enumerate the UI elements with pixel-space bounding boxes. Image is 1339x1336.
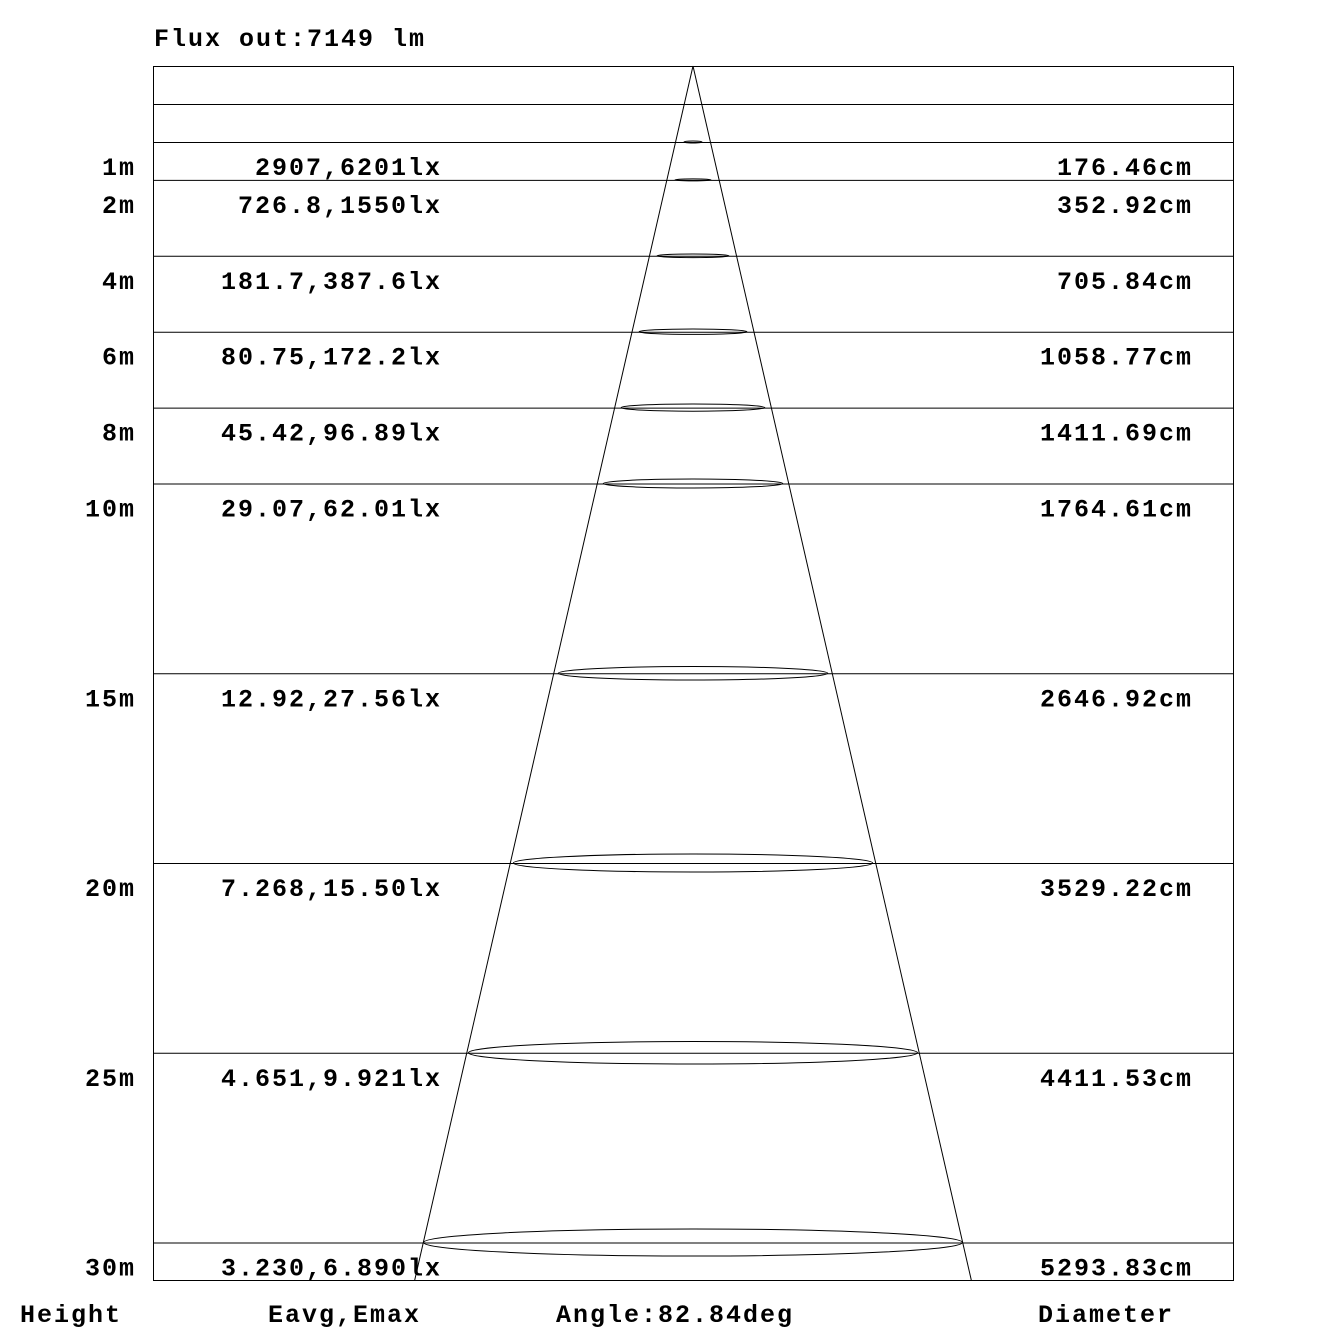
row-illuminance-value: 80.75,172.2lx: [220, 343, 442, 373]
height-row: [85, 484, 1234, 525]
height-column-label: Height: [20, 1301, 123, 1330]
row-illuminance-value: 2907,6201lx: [254, 153, 442, 183]
row-diameter-value: 2646.92cm: [1039, 685, 1193, 715]
height-rows: [85, 142, 1234, 1283]
row-illuminance-value: 12.92,27.56lx: [220, 685, 442, 715]
height-row: [85, 1053, 1234, 1094]
row-illuminance-value: 4.651,9.921lx: [220, 1064, 442, 1094]
diameter-column-label: Diameter: [1038, 1301, 1175, 1330]
row-diameter-value: 1058.77cm: [1039, 343, 1193, 373]
row-illuminance-value: 3.230,6.890lx: [220, 1254, 442, 1284]
row-diameter-value: 5293.83cm: [1039, 1254, 1193, 1284]
flux-out-label: Flux out:7149 lm: [154, 25, 427, 54]
row-height-label: 2m: [101, 191, 136, 221]
illuminance-column-label: Eavg,Emax: [268, 1301, 422, 1330]
light-cone: [415, 66, 972, 1280]
row-height-label: 25m: [84, 1064, 136, 1094]
row-illuminance-value: 7.268,15.50lx: [220, 875, 442, 904]
row-height-label: 1m: [101, 153, 136, 183]
height-row: [102, 180, 1234, 221]
row-height-label: 4m: [101, 267, 136, 297]
height-row: [102, 256, 1234, 297]
height-row: [102, 332, 1234, 373]
row-diameter-value: 1764.61cm: [1039, 495, 1193, 525]
beam-angle-label: Angle:82.84deg: [556, 1301, 795, 1330]
row-diameter-value: 1411.69cm: [1039, 419, 1193, 449]
height-row: [102, 408, 1234, 449]
row-diameter-value: 705.84cm: [1056, 267, 1193, 297]
row-diameter-value: 176.46cm: [1056, 153, 1193, 183]
row-height-label: 30m: [84, 1254, 136, 1284]
row-illuminance-value: 45.42,96.89lx: [220, 419, 442, 449]
cone-edge-left: [415, 66, 693, 1280]
row-diameter-value: 352.92cm: [1056, 191, 1193, 221]
row-height-label: 6m: [101, 343, 136, 373]
row-height-label: 8m: [101, 419, 136, 449]
cone-edge-right: [693, 66, 971, 1280]
row-illuminance-value: 726.8,1550lx: [237, 191, 442, 221]
row-diameter-value: 3529.22cm: [1039, 875, 1193, 904]
row-height-label: 20m: [84, 875, 136, 904]
row-height-label: 10m: [84, 495, 136, 525]
row-height-label: 15m: [84, 685, 136, 715]
height-row: [85, 1243, 1234, 1284]
row-diameter-value: 4411.53cm: [1039, 1064, 1193, 1094]
row-illuminance-value: 29.07,62.01lx: [220, 495, 442, 525]
height-row: [85, 864, 1234, 905]
row-illuminance-value: 181.7,387.6lx: [220, 267, 442, 297]
